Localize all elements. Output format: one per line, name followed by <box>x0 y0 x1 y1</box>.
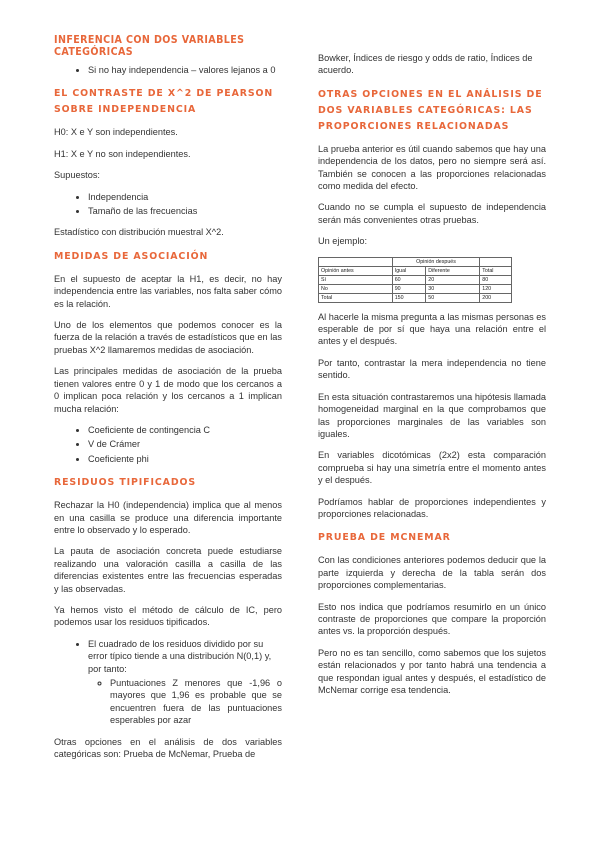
hypothesis-h0: H0: X e Y son independientes. <box>54 127 178 138</box>
paragraph: Las principales medidas de asociación de la prueba tienen valores entre 0 y 1 de modo que los cercanos a 0 implican poca relación y los cercanos a 1 implican mucha relación: <box>54 366 282 414</box>
paragraph-continued: Bowker, Índices de riesgo y odds de ratio, Índices de acuerdo. <box>318 53 533 76</box>
table-cell: Sí <box>319 275 393 284</box>
table-row <box>319 275 512 284</box>
table-cell <box>480 257 512 266</box>
sub-list-item: ◦ Puntuaciones Z menores que -1,96 o mayores que 1,96 es probable que se encuentren fuera de las puntuaciones esperables por azar <box>110 677 282 727</box>
table-row <box>319 284 512 293</box>
list-item: • Independencia <box>88 191 282 203</box>
table-header-row <box>319 266 512 275</box>
sub-list <box>88 677 282 727</box>
paragraph: La pauta de asociación concreta puede estudiarse realizando una valoración casilla a casilla de las diferencias existentes entre las frecuencias esperadas y las observadas. <box>54 546 282 594</box>
table-cell: No <box>319 284 393 293</box>
table-header-row <box>319 257 512 266</box>
left-column <box>54 34 282 769</box>
table-cell: 20 <box>426 275 480 284</box>
paragraph: En variables dicotómicas (2x2) esta comparación comprueba si hay una simetría entre el momento antes y el después. <box>318 450 546 486</box>
hypothesis-h1: H1: X e Y no son independientes. <box>54 148 191 159</box>
list-item: • Coeficiente phi <box>88 453 282 465</box>
table-cell: 90 <box>392 284 426 293</box>
paragraph: Rechazar la H0 (independencia) implica que al menos en una casilla se produce una diferencia importante entre lo observado y lo esperado. <box>54 500 282 535</box>
paragraph: Cuando no se cumpla el supuesto de independencia serán más convenientes otras pruebas. <box>318 202 546 225</box>
table-cell <box>319 257 393 266</box>
paragraph: En esta situación contrastaremos una hipótesis llamada homogeneidad marginal en la que comprobamos que las proporciones marginales de las variables son iguales. <box>318 391 546 439</box>
paragraph: Al hacerle la misma pregunta a las mismas personas es esperable de por sí que haya una relación entre el antes y el después. <box>318 311 546 347</box>
table-cell: 50 <box>426 293 480 302</box>
paragraph: La prueba anterior es útil cuando sabemos que hay una independencia de los datos, pero no siempre será así. También se conocen a las proporciones relacionadas como medida del efecto. <box>318 143 546 192</box>
table-group-header: Opinión después <box>392 257 480 266</box>
paragraph: Pero no es tan sencillo, como sabemos que los sujetos están relacionados y por tanto habrá una tendencia a que respondan igual antes y después, el estadístico de McNemar corrige esa tendencia. <box>318 647 546 695</box>
estadistico-text: Estadístico con distribución muestral X^2. <box>54 227 224 238</box>
list-item: • Coeficiente de contingencia C <box>88 424 282 436</box>
example-table <box>318 257 512 303</box>
paragraph: Un ejemplo: <box>318 236 368 247</box>
table-header-cell: Opinión antes <box>319 266 393 275</box>
medidas-list <box>54 424 282 465</box>
heading-mcnemar: PRUEBA DE MCNEMAR <box>318 532 451 544</box>
paragraph: Ya hemos visto el método de cálculo de IC, pero podemos usar los residuos tipificados. <box>54 604 282 628</box>
table-header-cell: Diferente <box>426 266 480 275</box>
supuestos-list <box>54 191 282 218</box>
table-cell: 150 <box>392 293 426 302</box>
table-header-cell: Igual <box>392 266 426 275</box>
table-cell: Total <box>319 293 393 302</box>
table-cell: 120 <box>480 284 512 293</box>
list-item: • Si no hay independencia – valores lejanos a 0 <box>88 64 282 76</box>
heading-chi-square: EL CONTRASTE DE X^2 DE PEARSON SOBRE INDEPENDENCIA <box>54 88 274 116</box>
table-cell: 30 <box>426 284 480 293</box>
residuos-list <box>54 638 282 727</box>
heading-residuos: RESIDUOS TIPIFICADOS <box>54 477 197 489</box>
list-item <box>88 638 282 727</box>
table-cell: 200 <box>480 293 512 302</box>
heading-otras-opciones: OTRAS OPCIONES EN EL ANÁLISIS DE DOS VARIABLES CATEGÓRICAS: LAS PROPORCIONES RELACIONADAS <box>318 88 543 132</box>
paragraph: Podríamos hablar de proporciones independientes y proporciones relacionadas. <box>318 496 546 519</box>
paragraph: Otras opciones en el análisis de dos variables categóricas son: Prueba de McNemar, Prueba de <box>54 736 282 760</box>
paragraph: Con las condiciones anteriores podemos deducir que la parte izquierda y derecha de la tabla serán dos proporciones complementarias. <box>318 555 546 591</box>
paragraph: Por tanto, contrastar la mera independencia no tiene sentido. <box>318 357 546 381</box>
list-item: • V de Crámer <box>88 438 282 450</box>
page-title: INFERENCIA CON DOS VARIABLES CATEGÓRICAS <box>54 34 245 58</box>
paragraph: Esto nos indica que podríamos resumirlo en un único contraste de proporciones que compare la proporción antes vs. la proporción después. <box>318 601 546 637</box>
right-column <box>318 52 546 705</box>
list-item: • Tamaño de las frecuencias <box>88 205 282 217</box>
table-row <box>319 293 512 302</box>
supuestos-label: Supuestos: <box>54 170 100 181</box>
paragraph: En el supuesto de aceptar la H1, es decir, no hay independencia entre las variables, nos falta saber cómo es la relación. <box>54 273 282 309</box>
table-header-cell: Total <box>480 266 512 275</box>
table-cell: 60 <box>392 275 426 284</box>
table-cell: 80 <box>480 275 512 284</box>
intro-list <box>54 64 282 76</box>
heading-medidas: MEDIDAS DE ASOCIACIÓN <box>54 250 209 262</box>
list-item-text: El cuadrado de los residuos dividido por su error típico tiende a una distribución N(0,1) y, por tanto: <box>88 638 272 674</box>
paragraph: Uno de los elementos que podemos conocer es la fuerza de la relación a través de estadísticos que en las pruebas X^2 llamaremos medidas de asociación. <box>54 320 282 355</box>
